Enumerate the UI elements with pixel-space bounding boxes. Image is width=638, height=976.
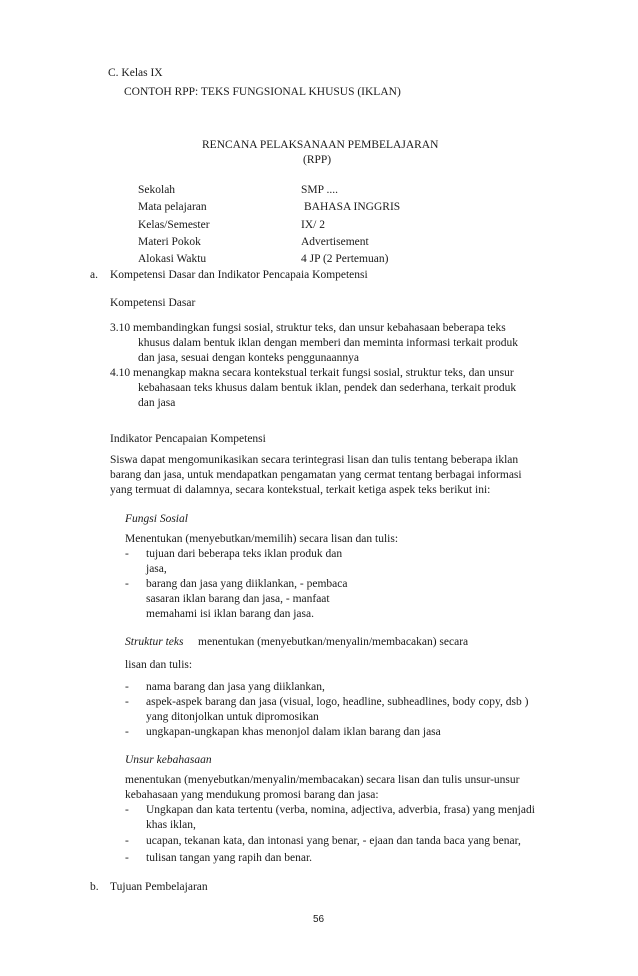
struktur-item-line: nama barang dan jasa yang diiklankan, xyxy=(146,681,325,693)
ipk-line: barang dan jasa, untuk mendapatkan pengamatan yang cermat tentang berbagai informasi xyxy=(110,469,522,481)
section-a-heading: Kompetensi Dasar dan Indikator Pencapaia Kompetensi xyxy=(110,269,368,281)
fungsi-sosial-title: Fungsi Sosial xyxy=(125,513,188,525)
fungsi-intro: Menentukan (menyebutkan/memilih) secara lisan dan tulis: xyxy=(125,533,399,545)
section-b-marker: b. xyxy=(90,881,99,893)
unsur-intro: menentukan (menyebutkan/menyalin/membacakan) secara lisan dan tulis unsur-unsur xyxy=(125,774,520,786)
dash-bullet: - xyxy=(125,835,129,847)
kd-line: dan jasa, sesuai dengan konteks penggunaannya xyxy=(138,352,359,364)
section-a-marker: a. xyxy=(90,269,98,281)
struktur-intro-2: lisan dan tulis: xyxy=(125,659,193,671)
unsur-item-line: ucapan, tekanan kata, dan intonasi yang benar, - ejaan dan tanda baca yang benar, xyxy=(146,835,521,847)
identity-label: Materi Pokok xyxy=(138,236,201,248)
section-b-heading: Tujuan Pembelajaran xyxy=(110,881,208,893)
unsur-intro: kebahasaan yang mendukung promosi barang dan jasa: xyxy=(125,789,379,801)
identity-value: IX/ 2 xyxy=(301,219,325,231)
kd-line: dan jasa xyxy=(138,397,176,409)
fungsi-item-line: barang dan jasa yang diiklankan, - pembaca xyxy=(146,578,348,590)
section-heading: C. Kelas IX xyxy=(108,67,163,79)
struktur-item-line: aspek-aspek barang dan jasa (visual, logo, headline, subheadlines, body copy, dsb ) xyxy=(146,696,529,708)
fungsi-item-line: memahami isi iklan barang dan jasa. xyxy=(146,608,314,620)
struktur-item-line: ungkapan-ungkapan khas menonjol dalam iklan barang dan jasa xyxy=(146,726,441,738)
dash-bullet: - xyxy=(125,696,129,708)
unsur-item-line: khas iklan, xyxy=(146,819,196,831)
fungsi-item-line: jasa, xyxy=(146,563,167,575)
identity-value: BAHASA INGGRIS xyxy=(304,201,401,213)
dash-bullet: - xyxy=(125,852,129,864)
unsur-item-line: tulisan tangan yang rapih dan benar. xyxy=(146,852,313,864)
identity-label: Kelas/Semester xyxy=(138,219,210,231)
kd-line: khusus dalam bentuk iklan dengan memberi dan meminta informasi terkait produk xyxy=(138,337,519,349)
unsur-kebahasaan-title: Unsur kebahasaan xyxy=(125,754,212,766)
rpp-title: RENCANA PELAKSANAAN PEMBELAJARAN xyxy=(202,139,439,151)
kd-line: menangkap makna secara kontekstual terkait fungsi sosial, struktur teks, dan unsur xyxy=(133,367,514,379)
contoh-title: CONTOH RPP: TEKS FUNGSIONAL KHUSUS (IKLAN) xyxy=(124,86,401,98)
page-number: 56 xyxy=(313,914,325,925)
dash-bullet: - xyxy=(125,726,129,738)
kd-line: membandingkan fungsi sosial, struktur teks, dan unsur kebahasaan beberapa teks xyxy=(133,322,506,334)
identity-value: SMP .... xyxy=(301,184,338,196)
struktur-item-line: yang ditonjolkan untuk dipromosikan xyxy=(146,711,319,723)
identity-label: Alokasi Waktu xyxy=(138,253,207,265)
fungsi-item-line: sasaran iklan barang dan jasa, - manfaat xyxy=(146,593,330,605)
ipk-line: Siswa dapat mengomunikasikan secara terintegrasi lisan dan tulis tentang beberapa iklan xyxy=(110,454,519,466)
unsur-item-line: Ungkapan dan kata tertentu (verba, nomina, adjectiva, adverbia, frasa) yang menjadi xyxy=(146,804,535,816)
dash-bullet: - xyxy=(125,681,129,693)
struktur-intro: menentukan (menyebutkan/menyalin/membacakan) secara xyxy=(198,636,469,648)
identity-value: Advertisement xyxy=(301,236,369,248)
kd-number: 4.10 xyxy=(110,367,131,379)
ipk-line: yang termuat di dalamnya, secara kontekstual, terkait ketiga aspek teks berikut ini: xyxy=(110,484,491,496)
ipk-heading: Indikator Pencapaian Kompetensi xyxy=(110,433,266,445)
identity-label: Mata pelajaran xyxy=(138,201,207,213)
dash-bullet: - xyxy=(125,578,129,590)
struktur-teks-title: Struktur teks xyxy=(125,636,184,648)
kd-number: 3.10 xyxy=(110,322,131,334)
identity-label: Sekolah xyxy=(138,184,176,196)
rpp-subtitle: (RPP) xyxy=(303,154,332,166)
dash-bullet: - xyxy=(125,804,129,816)
fungsi-item-line: tujuan dari beberapa teks iklan produk dan xyxy=(146,548,343,560)
kd-heading: Kompetensi Dasar xyxy=(110,297,196,309)
kd-line: kebahasaan teks khusus dalam bentuk iklan, pendek dan sederhana, terkait produk xyxy=(138,382,517,394)
identity-value: 4 JP (2 Pertemuan) xyxy=(301,253,389,265)
dash-bullet: - xyxy=(125,548,129,560)
